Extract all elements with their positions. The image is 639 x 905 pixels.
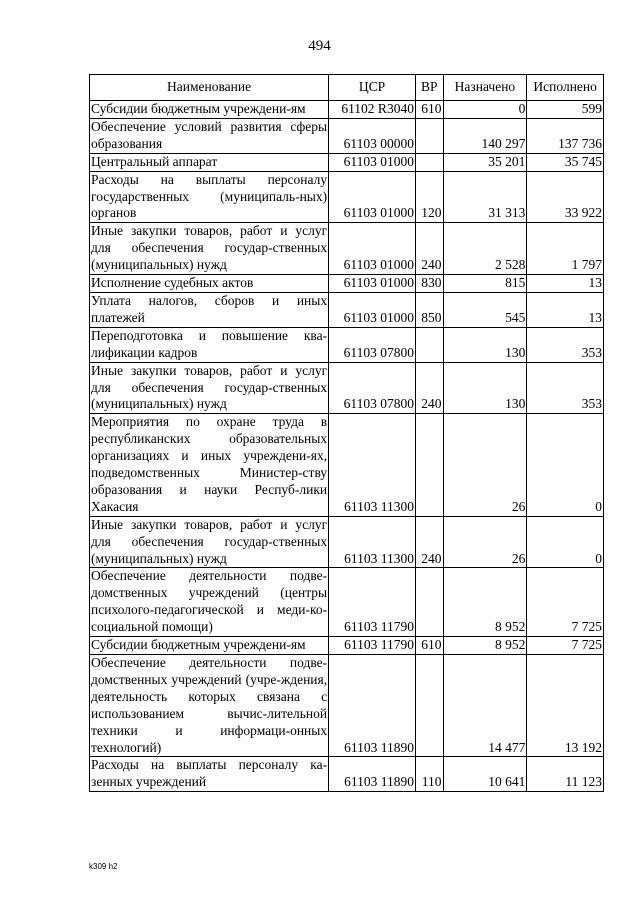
row-csr: 61103 11300	[329, 516, 416, 568]
table-row	[90, 101, 604, 119]
footer-code: k309 h2	[89, 862, 118, 871]
page-number: 494	[308, 38, 331, 54]
row-csr: 61103 11790	[329, 637, 416, 655]
row-vr: 240	[415, 516, 443, 568]
row-executed: 353	[527, 327, 604, 362]
row-name: Иные закупки товаров, работ и услуг для обеспечения государ-ственных (муниципальных) нужд	[90, 362, 329, 414]
row-name: Иные закупки товаров, работ и услуг для обеспечения государ-ственных (муниципальных) нужд	[90, 516, 329, 568]
row-csr: 61103 01000	[329, 153, 416, 171]
budget-table	[89, 74, 604, 792]
row-planned: 8 952	[443, 637, 527, 655]
row-csr: 61103 01000	[329, 223, 416, 275]
row-executed: 1 797	[527, 223, 604, 275]
row-executed: 13	[527, 275, 604, 293]
row-name: Центральный аппарат	[90, 153, 329, 171]
row-csr: 61102 R3040	[329, 101, 416, 119]
row-planned: 545	[443, 292, 527, 327]
row-name: Обеспечение деятельности подве-домственных учреждений (учре-ждения, деятельность которых связана с использованием вычис-лительной техники и информаци-онных технологий)	[90, 655, 329, 757]
row-executed: 599	[527, 101, 604, 119]
row-csr: 61103 07800	[329, 327, 416, 362]
row-vr	[415, 568, 443, 637]
table-row	[90, 568, 604, 637]
row-executed: 11 123	[527, 757, 604, 792]
row-executed: 13 192	[527, 655, 604, 757]
row-name: Обеспечение деятельности подве-домственных учреждений (центры психолого-педагогической и меди-ко-социальной помощи)	[90, 568, 329, 637]
row-csr: 61103 01000	[329, 292, 416, 327]
row-csr: 61103 01000	[329, 275, 416, 293]
row-vr: 610	[415, 637, 443, 655]
row-planned: 130	[443, 327, 527, 362]
table-row	[90, 327, 604, 362]
row-csr: 61103 01000	[329, 171, 416, 223]
table-row	[90, 757, 604, 792]
row-planned: 0	[443, 101, 527, 119]
row-planned: 26	[443, 516, 527, 568]
row-planned: 8 952	[443, 568, 527, 637]
table-row	[90, 292, 604, 327]
header-csr: ЦСР	[329, 75, 416, 101]
row-name: Уплата налогов, сборов и иных платежей	[90, 292, 329, 327]
row-csr: 61103 11890	[329, 655, 416, 757]
row-name: Субсидии бюджетным учреждени-ям	[90, 637, 329, 655]
header-name: Наименование	[90, 75, 329, 101]
row-vr	[415, 655, 443, 757]
row-planned: 35 201	[443, 153, 527, 171]
row-vr	[415, 118, 443, 153]
row-executed: 35 745	[527, 153, 604, 171]
row-executed: 13	[527, 292, 604, 327]
row-csr: 61103 07800	[329, 362, 416, 414]
table-row	[90, 414, 604, 516]
row-name: Иные закупки товаров, работ и услуг для обеспечения государ-ственных (муниципальных) нужд	[90, 223, 329, 275]
row-vr: 120	[415, 171, 443, 223]
header-planned: Назначено	[443, 75, 527, 101]
row-vr	[415, 327, 443, 362]
row-planned: 140 297	[443, 118, 527, 153]
row-executed: 137 736	[527, 118, 604, 153]
row-planned: 815	[443, 275, 527, 293]
table-row	[90, 275, 604, 293]
row-vr: 830	[415, 275, 443, 293]
table-row	[90, 637, 604, 655]
row-name: Обеспечение условий развития сферы образования	[90, 118, 329, 153]
row-executed: 7 725	[527, 637, 604, 655]
row-name: Переподготовка и повышение ква-лификации кадров	[90, 327, 329, 362]
row-vr: 240	[415, 362, 443, 414]
table-row	[90, 223, 604, 275]
table-row	[90, 118, 604, 153]
row-executed: 33 922	[527, 171, 604, 223]
row-executed: 0	[527, 414, 604, 516]
row-csr: 61103 11300	[329, 414, 416, 516]
row-planned: 2 528	[443, 223, 527, 275]
row-vr: 110	[415, 757, 443, 792]
row-name: Расходы на выплаты персоналу ка-зенных учреждений	[90, 757, 329, 792]
table-header-row	[90, 75, 604, 101]
row-executed: 353	[527, 362, 604, 414]
row-name: Субсидии бюджетным учреждени-ям	[90, 101, 329, 119]
table-row	[90, 655, 604, 757]
row-vr: 850	[415, 292, 443, 327]
row-csr: 61103 00000	[329, 118, 416, 153]
row-executed: 7 725	[527, 568, 604, 637]
row-planned: 14 477	[443, 655, 527, 757]
row-name: Исполнение судебных актов	[90, 275, 329, 293]
row-planned: 130	[443, 362, 527, 414]
row-vr: 240	[415, 223, 443, 275]
row-vr	[415, 153, 443, 171]
header-vr: ВР	[415, 75, 443, 101]
table-row	[90, 516, 604, 568]
table-row	[90, 153, 604, 171]
header-executed: Исполнено	[527, 75, 604, 101]
row-planned: 10 641	[443, 757, 527, 792]
row-planned: 26	[443, 414, 527, 516]
table-row	[90, 171, 604, 223]
row-csr: 61103 11890	[329, 757, 416, 792]
row-csr: 61103 11790	[329, 568, 416, 637]
row-vr: 610	[415, 101, 443, 119]
row-name: Мероприятия по охране труда в республиканских образовательных организациях и иных учреждени-ях, подведомственных Министер-ству образования и науки Респуб-лики Хакасия	[90, 414, 329, 516]
row-name: Расходы на выплаты персоналу государственных (муниципаль-ных) органов	[90, 171, 329, 223]
row-executed: 0	[527, 516, 604, 568]
row-vr	[415, 414, 443, 516]
table-row	[90, 362, 604, 414]
row-planned: 31 313	[443, 171, 527, 223]
